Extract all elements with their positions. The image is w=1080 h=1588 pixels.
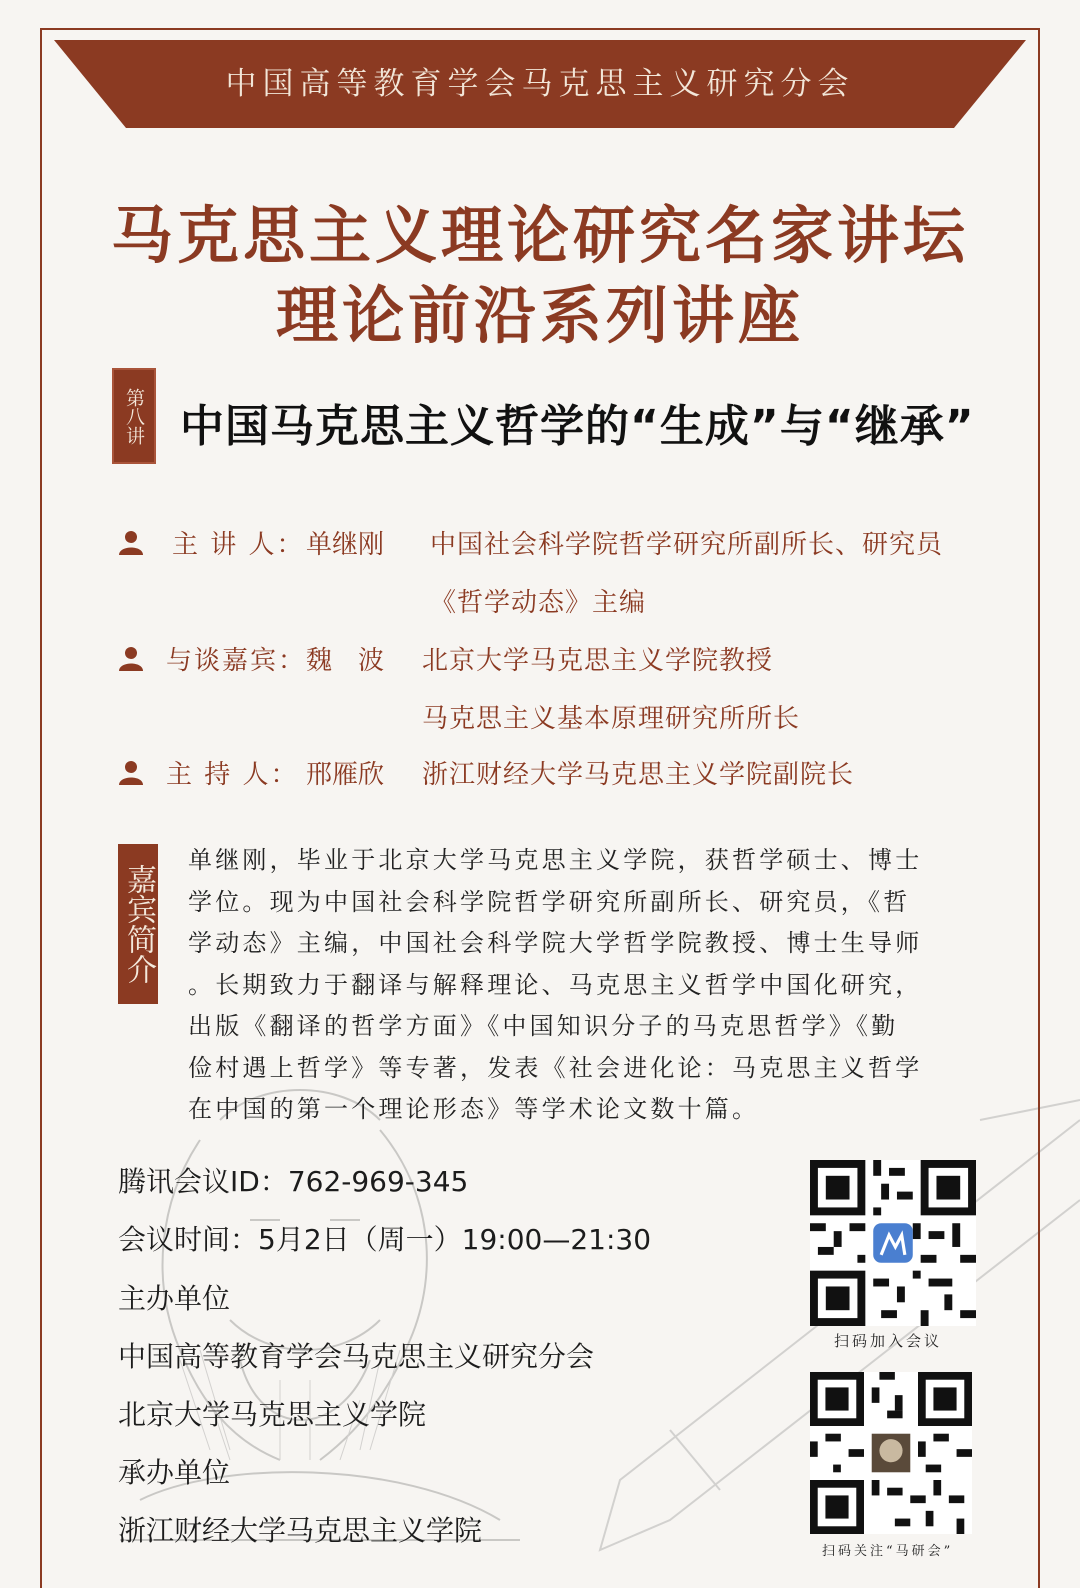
intro-line: 单继刚，毕业于北京大学马克思主义学院，获哲学硕士、博士 [188,846,923,874]
guest-label: 与谈嘉宾： [166,646,307,676]
follow-qr-code[interactable] [810,1372,972,1534]
organizer-heading: 主办单位 [118,1282,231,1315]
host-name: 邢雁欣 [306,760,385,790]
follow-qr-caption: 扫码关注“马研会” [822,1544,954,1559]
guest-name: 魏 波 [306,646,385,676]
meeting-id: 腾讯会议ID：762-969-345 [118,1165,469,1198]
intro-line: 学动态》主编，中国社会科学院大学哲学院教授、博士生导师 [188,929,923,957]
guest-intro-text [188,840,978,1131]
guest-title-2: 马克思主义基本原理研究所所长 [422,704,801,734]
intro-line: 学位。现为中国社会科学院哲学研究所副所长、研究员，《哲 [188,887,911,916]
organization-banner-text: 中国高等教育学会马克思主义研究分会 [225,66,855,102]
speaker-name: 单继刚 [306,530,385,560]
speaker-title: 中国社会科学院哲学研究所副所长、研究员 [430,530,944,560]
person-icon [118,645,144,671]
series-title: 理论前沿系列讲座 [275,279,804,352]
intro-line: 俭村遇上哲学》等专著，发表《社会进化论：马克思主义哲学 [188,1053,923,1082]
intro-line: 在中国的第一个理论形态》等学术论文数十篇。 [188,1095,760,1123]
intro-line: 出版《翻译的哲学方面》《中国知识分子的马克思哲学》《勤 [188,1012,899,1040]
person-icon [118,529,144,555]
meeting-time: 会议时间：5月2日（周一）19:00—21:30 [118,1223,652,1256]
meeting-qr-caption: 扫码加入会议 [834,1332,943,1350]
host-label: 主 持 人： [166,760,299,790]
person-icon [118,759,144,785]
host-org-heading: 承办单位 [118,1456,231,1489]
speaker-label: 主 讲 人： [172,530,305,560]
host-title: 浙江财经大学马克思主义学院副院长 [422,760,855,790]
guest-title: 北京大学马克思主义学院教授 [422,646,774,676]
host-org-item: 浙江财经大学马克思主义学院 [118,1514,483,1547]
lecture-number-badge: 第八讲 [112,368,156,464]
forum-title: 马克思主义理论研究名家讲坛 [110,199,969,272]
organizer-item: 北京大学马克思主义学院 [118,1398,427,1431]
lecture-title: 中国马克思主义哲学的“生成”与“继承” [180,401,975,452]
guest-intro-badge: 嘉宾简介 [118,844,158,1004]
speaker-title-2: 《哲学动态》主编 [430,588,647,618]
intro-line: 。长期致力于翻译与解释理论、马克思主义哲学中国化研究， [188,970,923,999]
organizer-item: 中国高等教育学会马克思主义研究分会 [118,1340,595,1373]
meeting-qr-code[interactable] [810,1160,976,1326]
